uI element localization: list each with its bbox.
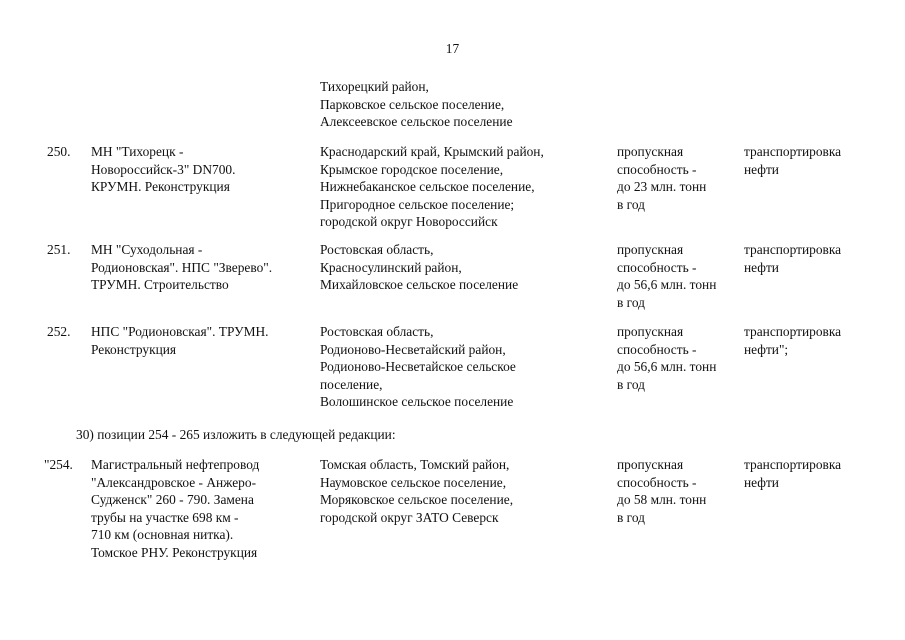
text-line: Михайловское сельское поселение xyxy=(320,277,519,292)
text-line: Родионовская". НПС "Зверево". xyxy=(91,259,273,275)
text-line: Пригородное сельское поселение; xyxy=(320,196,515,212)
row-number: 252. xyxy=(47,324,71,339)
text-line: Родионово-Несветайский район, xyxy=(320,341,506,357)
text-line: Магистральный нефтепровод xyxy=(91,457,260,472)
text-line: Ростовская область, xyxy=(320,242,434,257)
page-number: 17 xyxy=(445,41,460,56)
text-line: Красносулинский район, xyxy=(320,259,462,275)
object-purpose xyxy=(744,241,894,276)
text-line: в год xyxy=(617,376,645,392)
text-line: до 58 млн. тонн xyxy=(617,492,707,507)
text-line: трубы на участке 698 км - xyxy=(91,509,239,525)
text-line: нефти xyxy=(744,161,779,177)
object-purpose xyxy=(744,143,894,178)
text-line: в год xyxy=(617,294,645,310)
text-line: Новороссийск-3" DN700. xyxy=(91,161,236,177)
text-line: городской округ Новороссийск xyxy=(320,214,498,229)
text-line: способность - xyxy=(617,259,697,275)
text-line: Тихорецкий район, xyxy=(320,79,429,94)
text-line: пропускная xyxy=(617,457,684,472)
text-line: Ростовская область, xyxy=(320,324,434,339)
text-line: транспортировка xyxy=(744,457,842,472)
row-number: "254. xyxy=(44,457,73,472)
text-line: "Александровское - Анжеро- xyxy=(91,474,257,490)
text-line: в год xyxy=(617,196,645,212)
text-line: Наумовское сельское поселение, xyxy=(320,474,507,490)
text-line: транспортировка xyxy=(744,242,842,257)
text-line: Моряковское сельское поселение, xyxy=(320,492,514,507)
text-line: транспортировка xyxy=(744,144,842,159)
text-line: МН "Тихорецк - xyxy=(91,144,184,159)
text-line: МН "Суходольная - xyxy=(91,242,203,257)
text-line: КРУМН. Реконструкция xyxy=(91,179,230,194)
text-line: Алексеевское сельское поселение xyxy=(320,114,513,129)
text-line: Краснодарский край, Крымский район, xyxy=(320,144,544,159)
text-line: Судженск" 260 - 790. Замена xyxy=(91,492,254,507)
object-capacity xyxy=(617,323,737,393)
object-name xyxy=(91,241,301,294)
object-capacity xyxy=(617,456,737,526)
row-number: 251. xyxy=(47,242,71,257)
text-line: пропускная xyxy=(617,324,684,339)
text-line: транспортировка xyxy=(744,324,842,339)
object-capacity xyxy=(617,143,737,213)
continuation-location xyxy=(320,78,513,131)
object-capacity xyxy=(617,241,737,311)
text-line: пропускная xyxy=(617,242,684,257)
text-line: до 56,6 млн. тонн xyxy=(617,277,717,292)
text-line: городской округ ЗАТО Северск xyxy=(320,509,499,525)
object-name xyxy=(91,143,301,196)
text-line: ТРУМН. Строительство xyxy=(91,277,229,292)
object-location xyxy=(320,241,600,294)
text-line: Волошинское сельское поселение xyxy=(320,394,514,409)
text-line: нефти"; xyxy=(744,341,789,357)
object-location xyxy=(320,323,600,411)
text-line: НПС "Родионовская". ТРУМН. xyxy=(91,324,269,339)
object-purpose xyxy=(744,456,894,491)
text-line: поселение, xyxy=(320,376,383,392)
row-number: 250. xyxy=(47,144,71,159)
text-line: 710 км (основная нитка). xyxy=(91,527,234,542)
amendment-instruction: 30) позиции 254 - 265 изложить в следующей редакции: xyxy=(76,427,396,442)
text-line: способность - xyxy=(617,341,697,357)
text-line: в год xyxy=(617,509,645,525)
text-line: Нижнебаканское сельское поселение, xyxy=(320,179,535,194)
text-line: Томская область, Томский район, xyxy=(320,457,510,472)
text-line: способность - xyxy=(617,474,697,490)
text-line: Реконструкция xyxy=(91,341,177,357)
text-line: Крымское городское поселение, xyxy=(320,161,504,177)
text-line: до 56,6 млн. тонн xyxy=(617,359,717,374)
object-location xyxy=(320,456,600,526)
object-purpose xyxy=(744,323,894,358)
object-name xyxy=(91,323,301,358)
text-line: Родионово-Несветайское сельское xyxy=(320,359,516,374)
text-line: пропускная xyxy=(617,144,684,159)
text-line: Парковское сельское поселение, xyxy=(320,96,505,112)
text-line: до 23 млн. тонн xyxy=(617,179,707,194)
text-line: Томское РНУ. Реконструкция xyxy=(91,544,258,560)
object-name xyxy=(91,456,301,561)
text-line: способность - xyxy=(617,161,697,177)
object-location xyxy=(320,143,600,231)
text-line: нефти xyxy=(744,259,779,275)
text-line: нефти xyxy=(744,474,779,490)
